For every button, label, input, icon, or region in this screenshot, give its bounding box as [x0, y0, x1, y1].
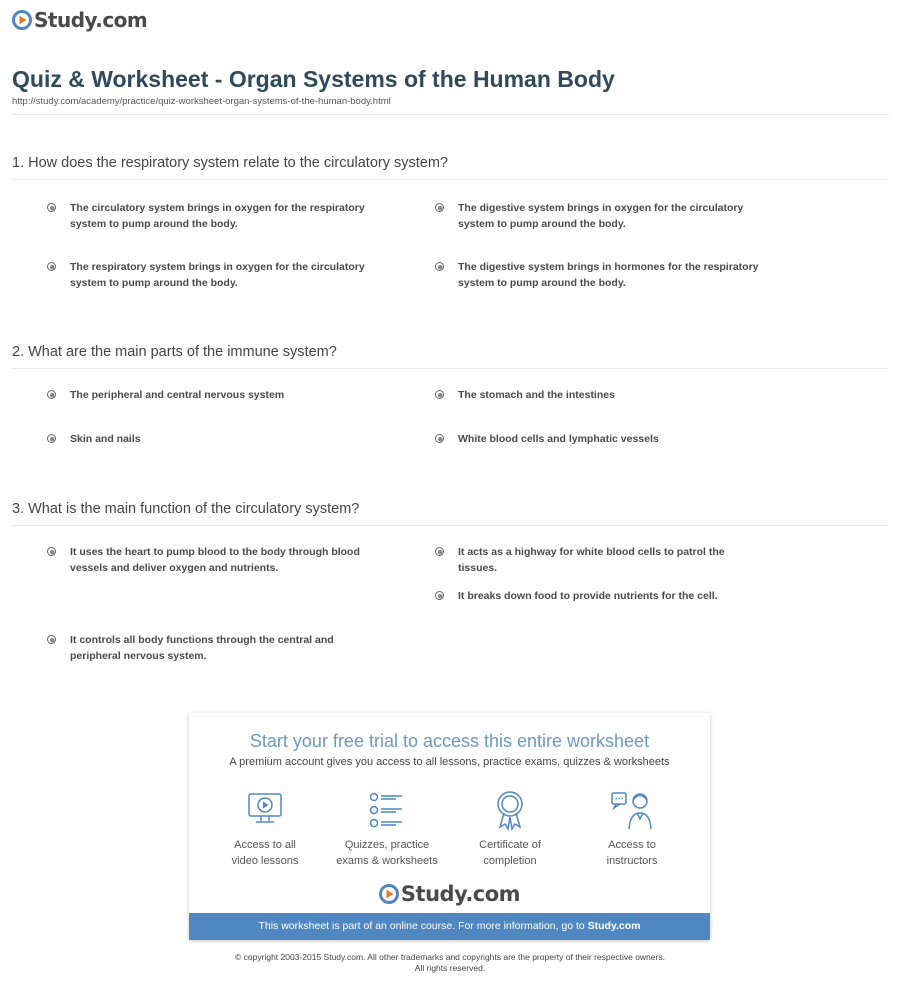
radio-button-icon[interactable]: [47, 262, 56, 271]
answer-text: The digestive system brings in hormones for the respiratory system to pump around the body.: [458, 261, 759, 289]
feature-video-lessons: [205, 789, 325, 869]
certificate-icon: [489, 789, 531, 831]
answer-option[interactable]: [435, 200, 760, 232]
question-3: [12, 501, 889, 662]
question-text: 1. How does the respiratory system relate to the circulatory system?: [12, 155, 889, 180]
answer-option[interactable]: [435, 431, 760, 447]
answer-option[interactable]: [435, 588, 760, 604]
radio-button-icon[interactable]: [435, 390, 444, 399]
question-1: [12, 155, 889, 289]
radio-button-icon[interactable]: [47, 390, 56, 399]
video-lesson-icon: [244, 789, 286, 831]
free-trial-promo: [189, 713, 710, 940]
answer-option[interactable]: [47, 431, 372, 447]
radio-button-icon[interactable]: [47, 203, 56, 212]
study-logo-icon: [379, 884, 399, 904]
answer-text: The digestive system brings in oxygen for the circulatory system to pump around the body.: [458, 202, 744, 230]
copyright: © copyright 2003-2015 Study.com. All other trademarks and copyrights are the property of their respective owners. All rights reserved.: [235, 952, 665, 973]
answer-text: It controls all body functions through the central and peripheral nervous system.: [70, 634, 334, 662]
answer-option[interactable]: [435, 544, 760, 576]
header-divider: [12, 114, 889, 115]
feature-label: Access to all video lessons: [231, 839, 299, 867]
answer-option[interactable]: [47, 544, 372, 576]
radio-button-icon[interactable]: [47, 547, 56, 556]
answer-option[interactable]: [47, 259, 372, 291]
answer-text: It uses the heart to pump blood to the body through blood vessels and deliver oxygen and nutrients.: [70, 546, 360, 574]
radio-button-icon[interactable]: [435, 203, 444, 212]
answer-option[interactable]: [47, 632, 372, 664]
answer-option[interactable]: [47, 387, 372, 403]
study-logo[interactable]: [12, 8, 147, 32]
promo-subtitle: A premium account gives you access to all lessons, practice exams, quizzes & worksheets: [229, 756, 670, 768]
answer-text: It breaks down food to provide nutrients for the cell.: [458, 590, 718, 602]
promo-title[interactable]: Start your free trial to access this entire worksheet: [249, 731, 650, 751]
answer-text: It acts as a highway for white blood cells to patrol the tissues.: [458, 546, 725, 574]
question-text: 3. What is the main function of the circulatory system?: [12, 501, 889, 526]
page-url: http://study.com/academy/practice/quiz-worksheet-organ-systems-of-the-human-body.html: [12, 96, 391, 107]
promo-footer-bar: [189, 913, 710, 940]
promo-footer-link[interactable]: Study.com: [587, 920, 641, 932]
radio-button-icon[interactable]: [47, 434, 56, 443]
answer-text: The circulatory system brings in oxygen for the respiratory system to pump around the body.: [70, 202, 365, 230]
feature-quizzes: [327, 789, 447, 869]
answer-text: The respiratory system brings in oxygen for the circulatory system to pump around the body.: [70, 261, 365, 289]
answer-option[interactable]: [435, 259, 760, 291]
radio-button-icon[interactable]: [435, 547, 444, 556]
answer-option[interactable]: [435, 387, 760, 403]
feature-label: Access to instructors: [606, 839, 658, 867]
instructor-icon: [609, 789, 655, 831]
answer-text: Skin and nails: [70, 433, 141, 445]
question-2: [12, 344, 889, 445]
logo-text: Study.com: [34, 8, 148, 32]
promo-study-logo[interactable]: [189, 882, 710, 906]
answer-text: The peripheral and central nervous system: [70, 389, 285, 401]
radio-button-icon[interactable]: [435, 434, 444, 443]
study-logo-icon: [12, 10, 32, 30]
feature-certificate: [450, 789, 570, 869]
feature-label: Certificate of completion: [479, 839, 541, 867]
page-title: Quiz & Worksheet - Organ Systems of the Human Body: [12, 66, 615, 92]
radio-button-icon[interactable]: [47, 635, 56, 644]
answer-text: The stomach and the intestines: [458, 389, 615, 401]
feature-instructors: [572, 789, 692, 869]
radio-button-icon[interactable]: [435, 591, 444, 600]
logo-text: Study.com: [400, 882, 521, 906]
radio-button-icon[interactable]: [435, 262, 444, 271]
answer-option[interactable]: [47, 200, 372, 232]
quiz-list-icon: [366, 789, 408, 831]
answer-text: White blood cells and lymphatic vessels: [458, 433, 659, 445]
promo-footer-text: This worksheet is part of an online course. For more information, go to: [258, 920, 588, 932]
feature-label: Quizzes, practice exams & worksheets: [336, 839, 438, 867]
question-text: 2. What are the main parts of the immune system?: [12, 344, 889, 369]
